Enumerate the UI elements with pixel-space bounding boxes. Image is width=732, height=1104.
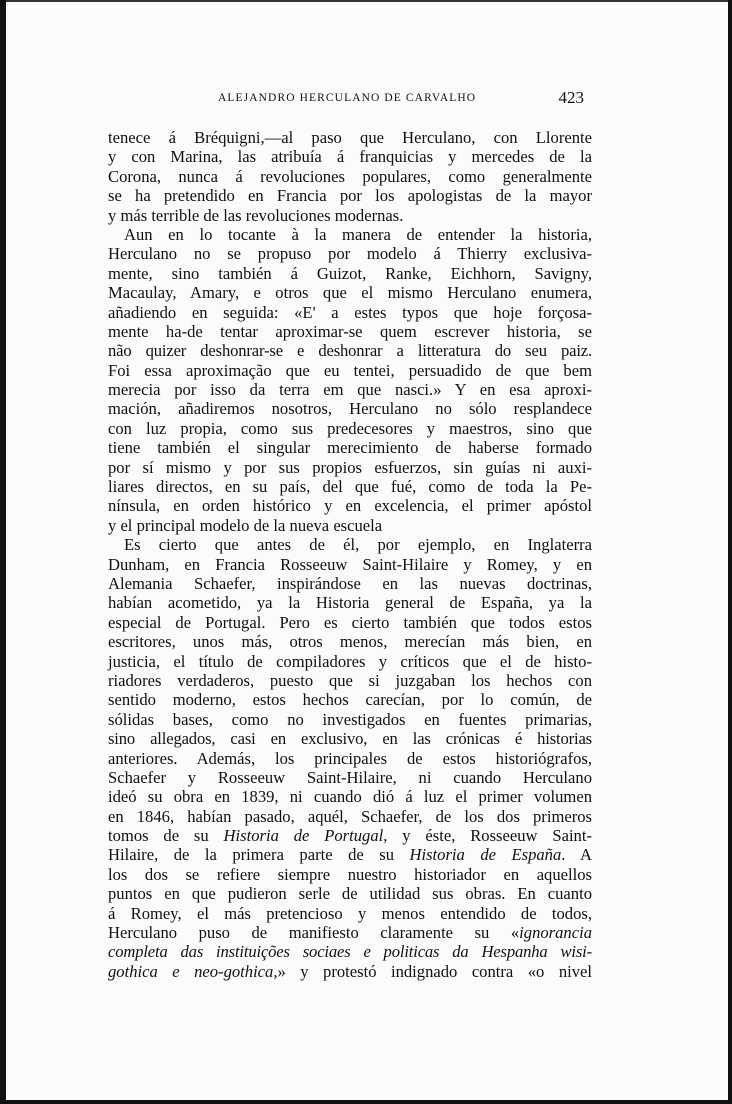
italic-title: Historia de España — [409, 845, 562, 865]
text-line — [108, 845, 592, 864]
text-line: Herculano no se propuso por modelo á Thierry exclusiva- — [108, 244, 592, 264]
text-line — [108, 826, 592, 845]
italic-quote: completa das instituições sociaes e politicas da Hespanha wisi- — [108, 942, 592, 962]
italic-quote: ignorancia — [519, 923, 592, 943]
text-line: Dunham, en Francia Rosseeuw Saint-Hilaire y Romey, y en — [108, 554, 592, 574]
text-line: nínsula, en orden histórico y en excelencia, el primer apóstol — [108, 496, 592, 516]
body-text — [108, 128, 592, 981]
text-segment: » y protestó indignado contra «o nivel — [277, 961, 593, 981]
text-line: y con Marina, las atribuía á franquicias y mercedes de la — [108, 147, 592, 167]
text-line — [108, 962, 592, 981]
scan-border-bottom — [0, 1100, 732, 1104]
text-line: Schaefer y Rosseeuw Saint-Hilaire, ni cuando Herculano — [108, 767, 592, 787]
text-line: tiene también el singular merecimiento de haberse formado — [108, 438, 592, 458]
text-line: especial de Portugal. Pero es cierto también que todos estos — [108, 612, 592, 632]
text-line: por sí mismo y por sus propios esfuerzos, sin guías ni auxi- — [108, 457, 592, 477]
text-line: en 1846, habían pasado, aquél, Schaefer, de los dos primeros — [108, 806, 592, 826]
text-line: los dos se refiere siempre nuestro historiador en aquellos — [108, 864, 592, 884]
text-line: escritores, unos más, otros menos, merecían más bien, en — [108, 632, 592, 652]
text-line: sino allegados, casi en exclusivo, en las crónicas é historias — [108, 729, 592, 749]
scan-border-left — [0, 0, 6, 1104]
text-line: se ha pretendido en Francia por los apologistas de la mayor — [108, 186, 592, 206]
running-head — [108, 88, 592, 112]
italic-quote: gothica e neo-gothica, — [108, 961, 278, 981]
text-line: á Romey, el más pretencioso y menos entendido de todos, — [108, 903, 592, 923]
text-line: Alemania Schaefer, inspirándose en las nuevas doctrinas, — [108, 573, 592, 593]
text-line: riadores verdaderos, puesto que si juzgaban los hechos con — [108, 670, 592, 690]
text-line: liares directos, en su país, del que fué, como de toda la Pe- — [108, 477, 592, 497]
text-segment: , y éste, Rosseeuw Saint- — [383, 826, 592, 846]
text-line: tenece á Bréquigni,—al paso que Herculano, con Llorente — [108, 128, 592, 147]
text-line: ideó su obra en 1839, ni cuando dió á luz el primer volumen — [108, 787, 592, 807]
text-line: sentido moderno, estos hechos carecían, por lo común, de — [108, 690, 592, 710]
text-line: Foi essa aproximação que eu tentei, persuadido de que bem — [108, 360, 592, 380]
text-line: Aun en lo tocante à la manera de entender la historia, — [124, 224, 592, 244]
italic-title: Historia de Portugal — [223, 826, 384, 846]
text-line: mente ha-de tentar aproximar-se quem escrever historia, se — [108, 321, 592, 341]
text-segment: . A — [561, 845, 592, 865]
text-line: y el principal modelo de la nueva escuela — [108, 515, 383, 535]
text-line: merecia por isso da terra em que nasci.» Y en esa aproxi- — [108, 380, 592, 400]
text-segment: tomos de su — [108, 826, 224, 846]
text-line: Macaulay, Amary, e otros que el mismo Herculano enumera, — [108, 283, 592, 303]
text-line: anteriores. Además, los principales de estos historiógrafos, — [108, 748, 592, 768]
text-line: mación, añadiremos nosotros, Herculano no sólo resplandece — [108, 399, 592, 419]
text-line: puntos en que pudieron serle de utilidad sus obras. En cuanto — [108, 884, 592, 904]
text-line: Corona, nunca á revoluciones populares, como generalmente — [108, 166, 592, 186]
text-line — [108, 942, 592, 961]
text-line: y más terrible de las revoluciones modernas. — [108, 205, 404, 225]
running-title: ALEJANDRO HERCULANO DE CARVALHO — [218, 92, 477, 104]
text-line: añadiendo en seguida: «E' a estes typos que hoje forçosa- — [108, 302, 592, 322]
text-segment: Hilaire, de la primera parte de su — [108, 845, 410, 865]
scan-border-top — [0, 0, 732, 2]
text-line: habían acometido, ya la Historia general de España, ya la — [108, 593, 592, 613]
text-line: não quizer deshonrar-se e deshonrar a litteratura do seu paiz. — [108, 341, 592, 361]
text-segment: Herculano puso de manifiesto claramente su « — [108, 923, 520, 943]
text-line: sólidas bases, como no investigados en fuentes primarias, — [108, 709, 592, 729]
text-line: Es cierto que antes de él, por ejemplo, en Inglaterra — [124, 535, 592, 555]
text-line: justicia, el título de compiladores y críticos que el de histo- — [108, 651, 592, 671]
page-number: 423 — [558, 88, 584, 107]
text-line — [108, 923, 592, 942]
text-line: con luz propia, como sus predecesores y maestros, sino que — [108, 418, 592, 438]
scan-border-right — [728, 0, 732, 1104]
text-line: mente, sino también á Guizot, Ranke, Eichhorn, Savigny, — [108, 263, 592, 283]
